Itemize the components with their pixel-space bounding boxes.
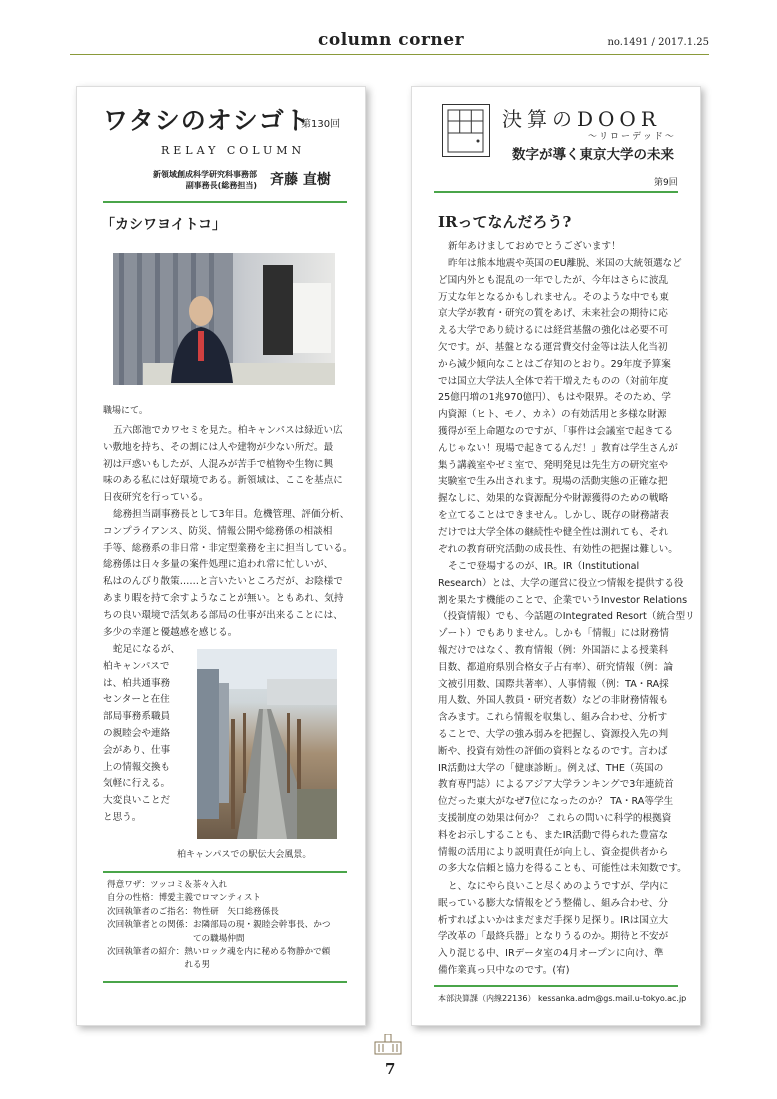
- page-header-title: column corner: [318, 30, 465, 50]
- article-paragraph-4: と、なにやら良いこと尽くめのようですが、学内に 眠っている膨大な情報をどう整備し、組み合わせ、分 析すればよいかはまだまだ手探り足探り。IRは国立大 学改革の「最終兵器」となりうるのか。期待と不安が 入り混じる中、IRデータ室の4月オープンに向け、準 備作業真っ只中なのです。(宥): [438, 881, 669, 976]
- relay-column-card: [76, 86, 366, 1026]
- column-title: ワタシのオシゴト: [103, 106, 311, 135]
- series-title: 決算のDOOR: [502, 107, 661, 131]
- article-paragraph-2: 昨年は熊本地震や英国のEU離脱、米国の大統領選など ど国内外とも混乱の一年でしたが、今年はさらに波乱 万丈な年となるかもしれません。そのような中でも東 京大学が教育・研究の質をあげ、未来社会の期待に応 える大学であり続けるには経営基盤の強化は必要不可 欠です。が、基盤となる運営費交付金等は法人化当初 から減少傾向なことはご存知のとおり。29年度予算案 では国立大学法人全体で若干増えたものの（対前年度 25億円増の1兆970億円）、もはや限界。そのため、学 内資源（ヒト、モノ、カネ）の有効活用と多様な財源 獲得が至上命題なのですが、「事件は会議室で起きてる んじゃない！現場で起きてるんだ！」教育は学生さんが 集う講義室やゼミ室で、発明発見は先生方の研究室や 実験室で生み出されます。現場の活動実態の正確な把 握なしに、効果的な資源配分や財源獲得のための戦略 を立てることはできません。しかし、既存の財務諸表 だけでは大学全体の継続性や健全性は測れても、それ ぞれの教育研究活動の成長性、有効性の把握は難しい。: [438, 258, 682, 555]
- article-paragraph-1: 新年あけましておめでとうございます！: [448, 241, 621, 252]
- building-icon: [373, 1034, 403, 1056]
- kessan-door-card: [411, 86, 701, 1026]
- episode-number: 第9回: [654, 178, 678, 188]
- contact-rule: [434, 985, 678, 987]
- body-paragraph-1: 五六郎池でカワセミを見た。柏キャンパスは緑近い広 い敷地を持ち、その割には人や建物が少ない所だ。最 初は戸惑いもしたが、人混みが苦手で植物や生物に興 味のある私には好環境である。新領域は、ここを基点に 日夜研究を行っている。: [103, 425, 343, 504]
- door-icon: [442, 104, 490, 157]
- body-paragraph-2: 総務担当副事務長として3年目。危機管理、評価分析、 コンプライアンス、防災、情報公開や総務係の相談相 手等、総務系の非日常・非定型業務を主に担当している。 総務係は日々多量の案件処理に追われ常に忙しいが、 私はのんびり散策……と言いたいところだが、お陰様で あまり暇を持て余すようなことが無い。ともあれ、気持 ちの良い環境で活気ある部局の仕事が出来ることには、 多少の幸運と優越感を感じる。: [103, 509, 353, 638]
- profile-top-rule: [103, 871, 347, 873]
- column-subtitle: RELAY COLUMN: [161, 144, 306, 157]
- episode-number: 第130回: [301, 119, 341, 130]
- series-subtitle: ～リローデッド～: [588, 132, 676, 142]
- author-affiliation: 新領域創成科学研究科事務部 副事務長(総務担当): [153, 170, 257, 190]
- contact-info: 本部決算課（内線22136） kessanka.adm@gs.mail.u-tokyo.ac.jp: [438, 994, 687, 1003]
- issue-number: no.1491 / 2017.1.25: [607, 37, 709, 48]
- green-rule: [434, 191, 678, 193]
- green-rule: [103, 201, 347, 203]
- author-profile: 得意ワザ：ツッコミ＆茶々入れ 自分の性格：博愛主義でロマンティスト 次回執筆者のご指名：物性研 矢口総務係長 次回執筆者との関係：お隣部局の現・親睦会幹事長、かつ ての職場仲間 次回執筆者の紹介：熱いロック魂を内に秘める物静かで頼 れる男: [107, 880, 331, 971]
- author-name: 斉藤 直樹: [270, 172, 331, 188]
- body-paragraph-3: 蛇足になるが、 柏キャンパスで は、柏共通事務 センターと在住 部局事務系職員 の親睦会や連絡 会があり、仕事 上の情報交換も 気軽に行える。 大変良いことだ と思う。: [103, 644, 181, 823]
- page-number: 7: [385, 1060, 396, 1078]
- article-paragraph-3: そこで登場するのが、IR。IR（Institutional Research）とは、大学の運営に役立つ情報を提供する役 割を果たす機能のことで、企業でいうInvestor Relations （投資情報）でも、今話題のIntegrated Resort（統合型リ ゾート）でもありません。しかも「情報」には財務情 報だけではなく、教育情報（例：外国語による授業科 目数、都道府県別合格女子占有率）、研究情報（例：論 文被引用数、国際共著率）、人事情報（例：TA・RA採 用人数、外国人教員・研究者数）などの非財務情報も 含みます。これら情報を収集し、組み合わせ、分析す ることで、大学の強み弱みを把握し、資源投入先の判 断や、投資有効性の評価の資料となるのです。言わば IR活動は大学の「健康診断」。例えば、THE（英国の 教育専門誌）によるアジア大学ランキングで3年連続首 位だった東大がなぜ7位になったのか？ TA・RA等学生 支援制度の効果は何か？ これらの問いに科学的根拠資 料をお示しすることも、またIR活動で得られた豊富な 情報の活用により説明責任が向上し、資金提供者から の多大な信頼と協力を得ることも、可能性は未知数です。: [438, 561, 695, 875]
- article-heading: IRってなんだろう?: [438, 213, 572, 231]
- photo-caption: 職場にて。: [103, 406, 148, 416]
- campus-photo: [197, 649, 337, 839]
- campus-photo-caption: 柏キャンパスでの駅伝大会風景。: [177, 850, 312, 860]
- profile-bottom-rule: [103, 981, 347, 983]
- series-theme: 数字が導く東京大学の未来: [512, 147, 674, 163]
- section-heading: 「カシワヨイトコ」: [101, 217, 227, 233]
- office-photo: [113, 253, 335, 385]
- header-rule: [70, 54, 709, 55]
